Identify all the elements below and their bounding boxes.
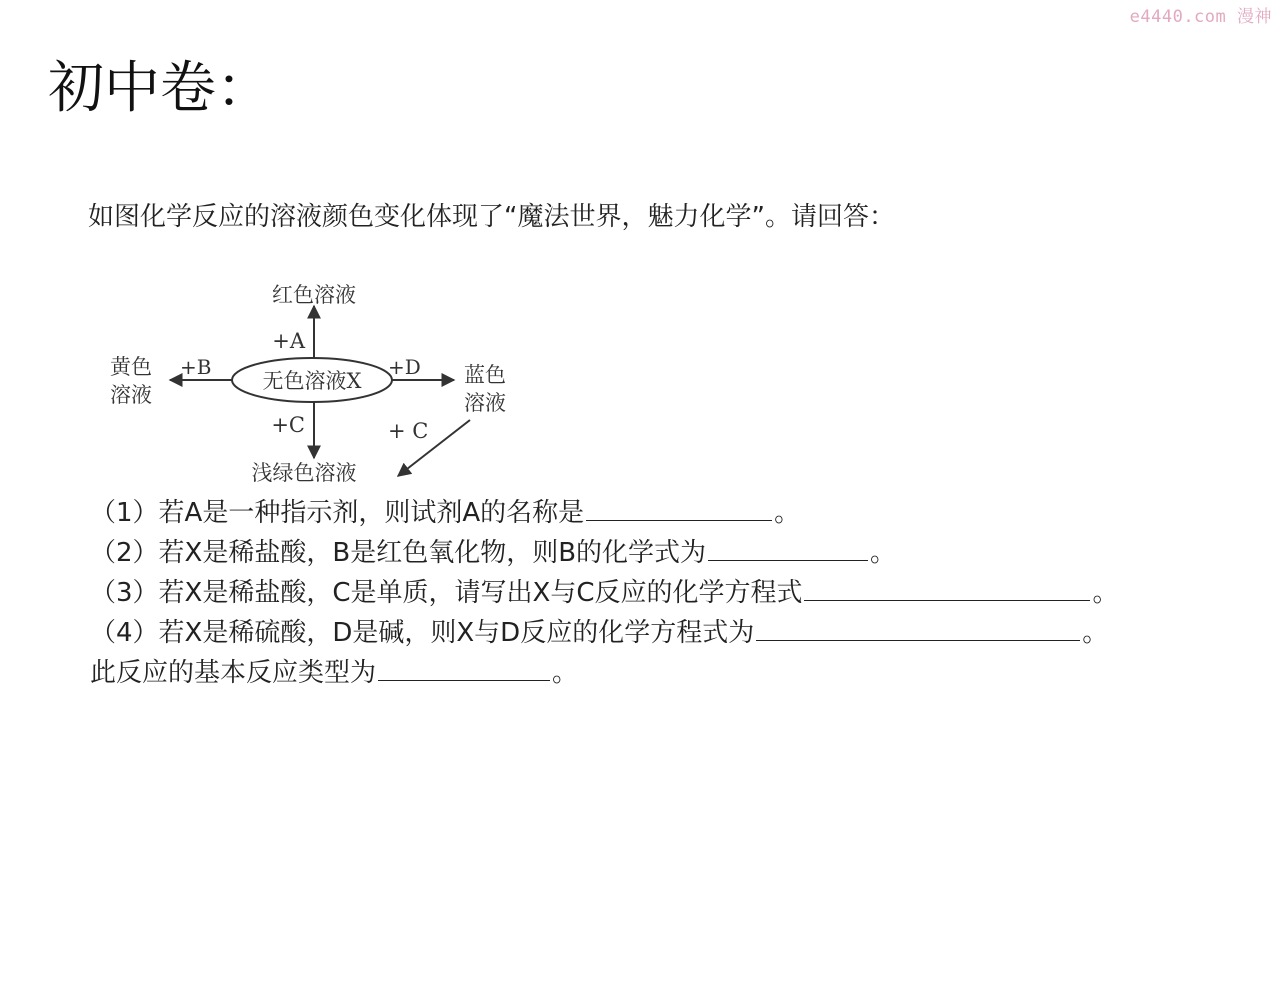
answer-blank-3[interactable] <box>804 572 1090 601</box>
top-solution-label: 红色溶液 <box>272 283 356 307</box>
bottom-solution-label: 浅绿色溶液 <box>251 461 357 485</box>
reagent-b-label: +B <box>180 355 212 379</box>
reaction-diagram <box>100 272 540 494</box>
left-solution-label-2: 溶液 <box>110 383 152 407</box>
answer-blank-1[interactable] <box>586 492 772 521</box>
center-solution-label: 无色溶液X <box>262 369 362 393</box>
left-solution-label-1: 黄色 <box>110 355 152 379</box>
question-4 <box>90 612 1260 652</box>
question-1 <box>90 492 1260 532</box>
question-intro: 如图化学反应的溶液颜色变化体现了“魔法世界，魅力化学”。请回答： <box>88 202 895 232</box>
question-list <box>90 492 1260 692</box>
question-1-end: 。 <box>774 498 801 528</box>
question-5-text: 此反应的基本反应类型为 <box>90 658 377 688</box>
watermark: e4440.com 漫神 <box>1129 7 1272 27</box>
answer-blank-2[interactable] <box>708 532 868 561</box>
question-2-text: （2）若X是稀盐酸，B是红色氧化物，则B的化学式为 <box>90 538 707 568</box>
question-4-text: （4）若X是稀硫酸，D是碱，则X与D反应的化学方程式为 <box>90 618 755 648</box>
question-5-end: 。 <box>552 658 579 688</box>
question-4-end: 。 <box>1082 618 1109 648</box>
page-title: 初中卷： <box>48 56 272 121</box>
answer-blank-5[interactable] <box>378 652 550 681</box>
question-1-text: （1）若A是一种指示剂，则试剂A的名称是 <box>90 498 585 528</box>
right-solution-label-2: 溶液 <box>464 391 506 415</box>
reagent-c-label-left: +C <box>271 413 305 437</box>
question-2-end: 。 <box>870 538 897 568</box>
reagent-c-label-right: + C <box>388 419 429 443</box>
right-solution-label-1: 蓝色 <box>464 363 506 387</box>
question-2 <box>90 532 1260 572</box>
question-3-text: （3）若X是稀盐酸，C是单质，请写出X与C反应的化学方程式 <box>90 578 803 608</box>
question-4-followup <box>90 652 1260 692</box>
reagent-d-label: +D <box>388 355 421 379</box>
reagent-a-label: +A <box>272 329 305 353</box>
answer-blank-4[interactable] <box>756 612 1080 641</box>
question-3 <box>90 572 1260 612</box>
question-3-end: 。 <box>1092 578 1119 608</box>
